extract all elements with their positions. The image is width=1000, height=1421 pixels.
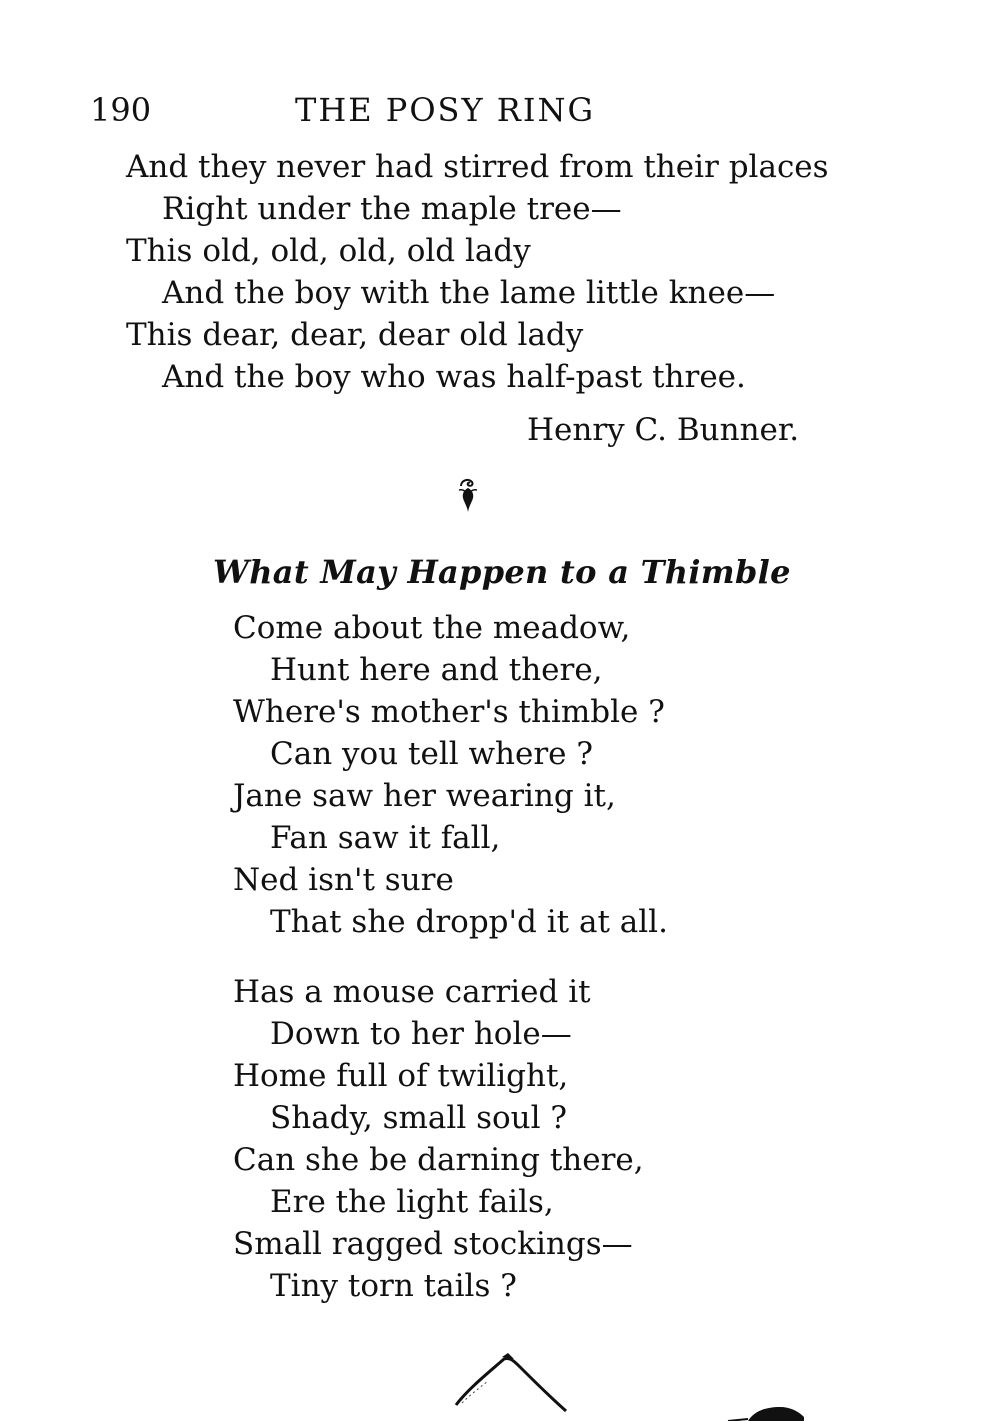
poem-line: Tiny torn tails ?: [270, 1268, 517, 1304]
poem-line: Small ragged stockings—: [233, 1226, 633, 1262]
running-head: THE POSY RING: [295, 91, 596, 129]
poem-line: Right under the maple tree—: [162, 191, 622, 227]
poem-line: Can you tell where ?: [270, 736, 593, 772]
poem-line: Down to her hole—: [270, 1016, 572, 1052]
fleuron-icon: [455, 476, 481, 516]
poem-title: What May Happen to a Thimble: [213, 553, 791, 591]
poem-line: Shady, small soul ?: [270, 1100, 568, 1136]
poem-line: Has a mouse carried it: [233, 974, 591, 1010]
poem-line: Can she be darning there,: [233, 1142, 644, 1178]
page-number: 190: [90, 91, 152, 129]
poem-line: Ned isn't sure: [233, 862, 454, 898]
poem-line: Ere the light fails,: [270, 1184, 554, 1220]
poem-line: This old, old, old, old lady: [126, 233, 531, 269]
poem-line: That she dropp'd it at all.: [270, 904, 668, 940]
poem-line: Come about the meadow,: [233, 610, 631, 646]
poem-line: This dear, dear, dear old lady: [126, 317, 584, 353]
poem-line: And they never had stirred from their places: [126, 149, 829, 185]
poem-line: Fan saw it fall,: [270, 820, 501, 856]
poem-stanza: [233, 607, 668, 943]
poem-line: And the boy with the lame little knee—: [162, 275, 776, 311]
poem-line: Jane saw her wearing it,: [233, 778, 616, 814]
decorative-flourish-icon: [448, 1345, 808, 1421]
poem-stanza: [233, 971, 644, 1307]
previous-poem-stanza: [126, 146, 829, 398]
poem-line: Hunt here and there,: [270, 652, 603, 688]
poem-line: Home full of twilight,: [233, 1058, 569, 1094]
poem-line: Where's mother's thimble ?: [233, 694, 665, 730]
poem-author: Henry C. Bunner.: [527, 412, 800, 448]
poem-line: And the boy who was half-past three.: [162, 359, 746, 395]
